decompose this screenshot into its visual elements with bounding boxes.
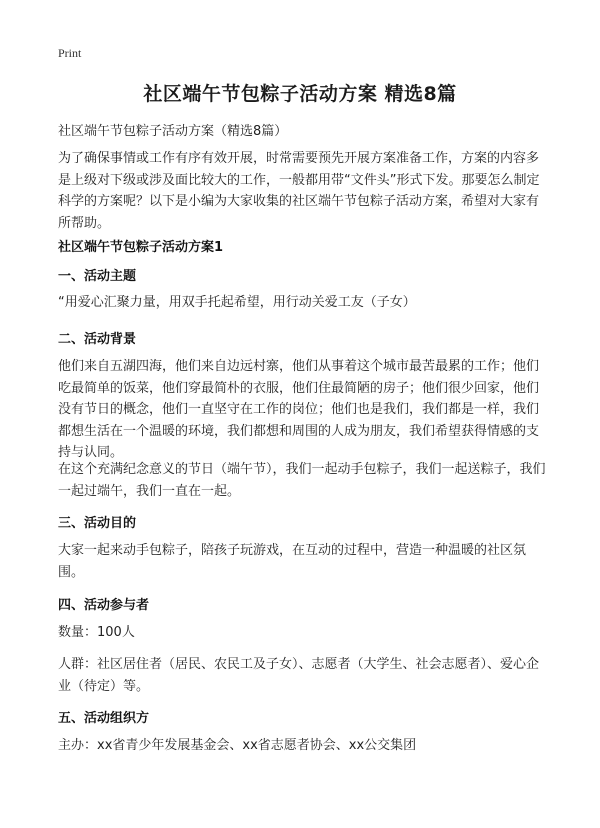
participants-count: 数量：100人	[58, 625, 135, 640]
heading-participants: 四、活动参与者	[58, 598, 150, 613]
intro-paragraph: 为了确保事情或工作有序有效开展，时常需要预先开展方案准备工作，方案的内容多是上级对下级或涉及面比较大的工作，一般都用带“文件头”形式下发。那要怎么制定科学的方案呢？以下是小编为大家收集的社区端午节包粽子活动方案，希望对大家有所帮助。	[58, 151, 540, 231]
purpose-paragraph: 大家一起来动手包粽子，陪孩子玩游戏，在互动的过程中，营造一种温暖的社区氛围。	[58, 543, 527, 580]
participants-groups: 人群：社区居住者（居民、农民工及子女）、志愿者（大学生、社会志愿者）、爱心企业（待定）等。	[58, 657, 540, 694]
heading-purpose: 三、活动目的	[58, 516, 137, 531]
heading-background: 二、活动背景	[58, 332, 137, 347]
page-title: 社区端午节包粽子活动方案 精选8篇	[143, 83, 457, 105]
background-paragraph-2: 在这个充满纪念意义的节日（端午节），我们一起动手包粽子，我们一起送粽子，我们一起过端午，我们一直在一起。	[58, 462, 546, 499]
section-title: 社区端午节包粽子活动方案1	[58, 240, 224, 255]
theme-paragraph: “用爱心汇聚力量，用双手托起希望，用行动关爱工友（子女）	[58, 295, 416, 310]
print-link[interactable]: Print	[58, 46, 82, 60]
background-paragraph-1: 他们来自五湖四海，他们来自边远村寨，他们从事着这个城市最苦最累的工作；他们吃最简单的饭菜，他们穿最简朴的衣服，他们住最简陋的房子；他们很少回家，他们没有节日的概念，他们一直坚守在工作的岗位；他们也是我们，我们都是一样，我们都想生活在一个温暖的环境，我们都想和周围的人成为朋友，我们希望获得情感的支持与认同。	[58, 359, 540, 460]
document-subtitle: 社区端午节包粽子活动方案（精选8篇）	[58, 124, 288, 139]
organizers-paragraph: 主办：xx省青少年发展基金会、xx省志愿者协会、xx公交集团	[58, 738, 417, 753]
heading-theme: 一、活动主题	[58, 269, 137, 284]
heading-organizers: 五、活动组织方	[58, 711, 150, 726]
